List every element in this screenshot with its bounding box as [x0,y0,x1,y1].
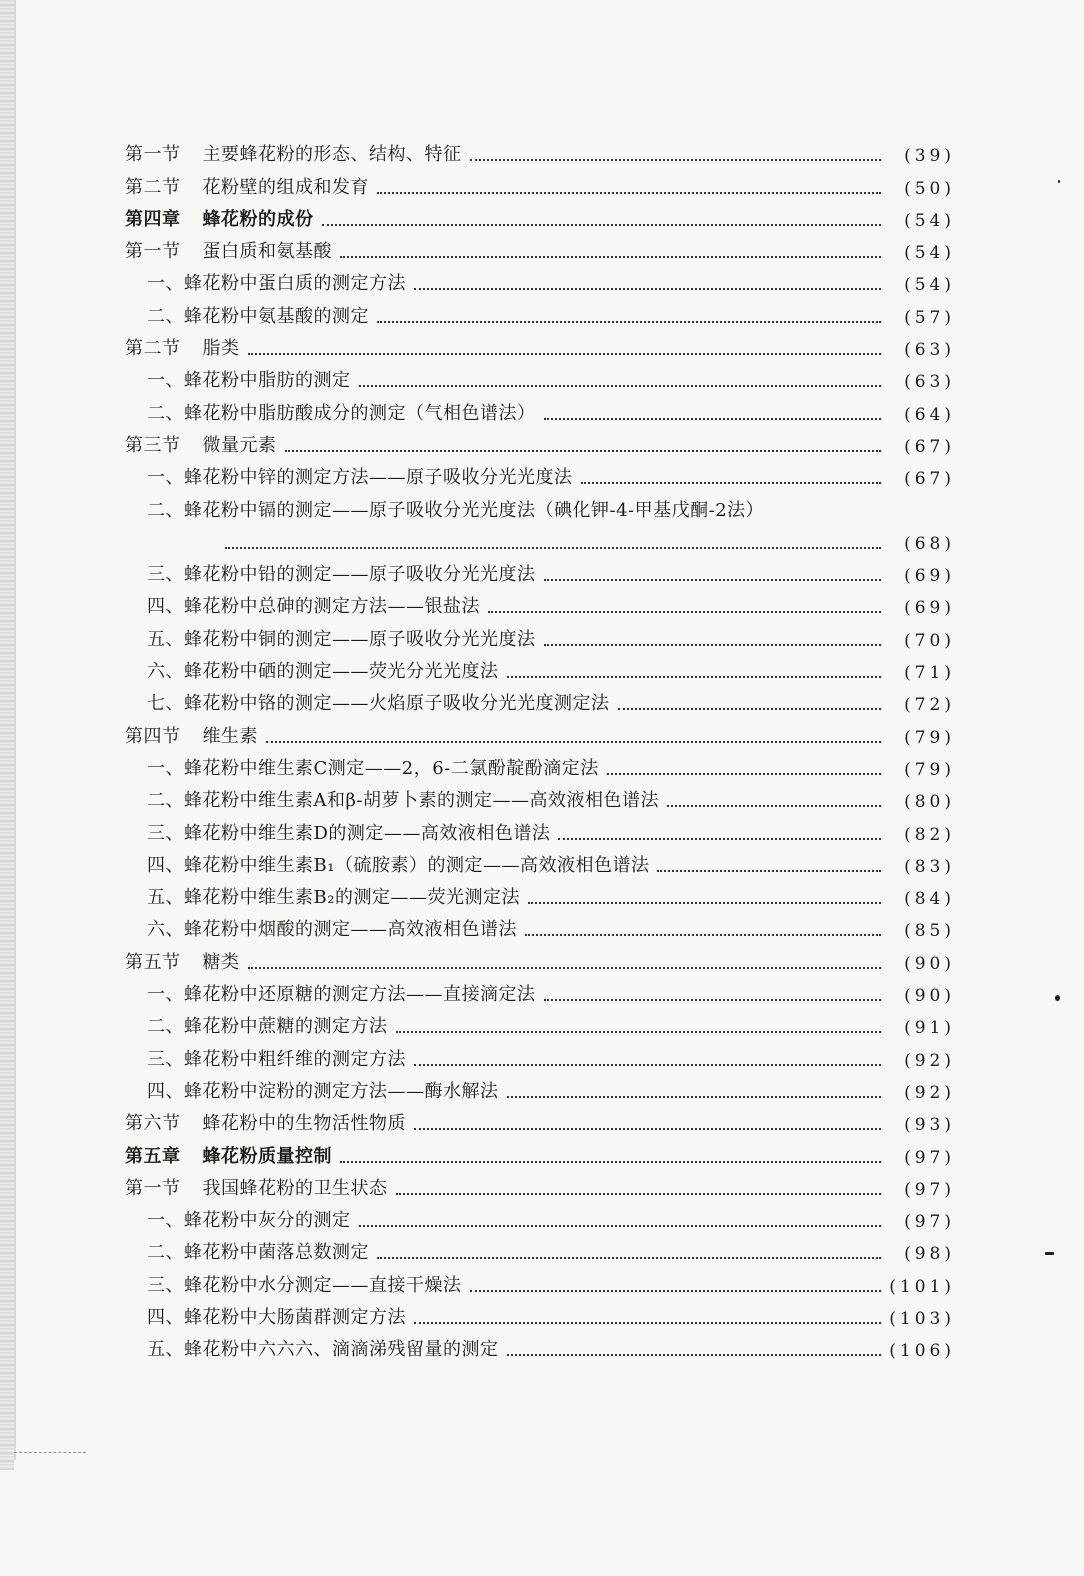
page-number: (97) [904,1147,955,1168]
dot-leader [507,1096,882,1098]
dot-leader [377,1257,881,1259]
page-number: (69) [904,598,955,619]
toc-entry-section [125,425,955,457]
table-of-contents [125,134,955,1361]
dot-leader [414,1064,881,1066]
section-number: 第四节 [125,725,181,747]
page-number: (68) [904,533,955,554]
toc-entry-item [125,457,955,489]
toc-entry-item [125,360,955,392]
toc-entry-item [125,1038,955,1070]
toc-entry-item [125,780,955,812]
page-number: (80) [904,792,955,813]
dot-leader [396,1031,882,1033]
toc-entry-item [125,263,955,295]
entry-title: 维生素 [202,725,258,747]
dot-leader [657,870,881,872]
entry-title: 花粉壁的组成和发育 [202,176,369,198]
entry-title: 三、蜂花粉中水分测定——直接干燥法 [147,1274,462,1296]
toc-entry-item [125,1264,955,1296]
dot-leader [248,967,882,969]
toc-entry-item-wrapped [125,489,955,521]
dot-leader [340,1161,881,1163]
toc-entry-item [125,1329,955,1361]
dot-leader [544,644,882,646]
page-number: (97) [904,1212,955,1233]
section-number: 第二节 [125,338,181,360]
entry-title: 糖类 [202,951,240,973]
page-number: (63) [904,372,955,393]
toc-entry-item [125,1200,955,1232]
toc-entry-item-continuation [125,522,955,554]
page-number: (50) [904,178,955,199]
entry-title: 二、蜂花粉中脂肪酸成分的测定（气相色谱法） [147,402,536,424]
entry-title: 一、蜂花粉中脂肪的测定 [147,370,351,392]
page-number: (57) [904,307,955,328]
page-number: (54) [904,210,955,231]
dot-leader [414,1128,881,1130]
dot-leader [618,708,882,710]
section-number: 第一节 [125,1177,181,1199]
page-number: (92) [904,1050,955,1071]
page-number: (70) [904,630,955,651]
dot-leader [544,999,882,1001]
toc-entry-item [125,554,955,586]
page-number: (79) [904,727,955,748]
scan-bottom-mark [14,1452,86,1454]
toc-entry-section [125,1103,955,1135]
entry-title: 我国蜂花粉的卫生状态 [202,1177,388,1199]
toc-entry-item [125,651,955,683]
page-number: (103) [889,1308,955,1329]
chapter-number: 第四章 [125,208,181,230]
section-number: 第二节 [125,176,181,198]
toc-entry-item [125,974,955,1006]
dot-leader [359,385,882,387]
entry-title: 蜂花粉质量控制 [202,1145,332,1167]
entry-title: 四、蜂花粉中大肠菌群测定方法 [147,1306,406,1328]
page-number: (82) [904,824,955,845]
dot-leader [488,611,881,613]
dot-leader [248,353,882,355]
scan-edge-line [14,0,16,1460]
toc-entry-item [125,1297,955,1329]
toc-entry-section [125,715,955,747]
dot-leader [470,1290,882,1292]
dot-leader [414,288,881,290]
toc-entry-section [125,134,955,166]
scan-speck [1058,180,1060,183]
toc-entry-chapter [125,1135,955,1167]
entry-title: 二、蜂花粉中维生素A和β-胡萝卜素的测定——高效液相色谱法 [147,790,659,812]
section-number: 第一节 [125,241,181,263]
entry-title: 一、蜂花粉中锌的测定方法——原子吸收分光光度法 [147,467,573,489]
entry-title: 二、蜂花粉中菌落总数测定 [147,1242,369,1264]
toc-entry-section [125,328,955,360]
page-number: (106) [889,1341,955,1362]
entry-title: 一、蜂花粉中灰分的测定 [147,1210,351,1232]
page-number: (91) [904,1018,955,1039]
toc-entry-item [125,845,955,877]
toc-entry-item [125,1006,955,1038]
entry-title: 六、蜂花粉中烟酸的测定——高效液相色谱法 [147,919,517,941]
entry-title: 四、蜂花粉中维生素B₁（硫胺素）的测定——高效液相色谱法 [147,854,650,876]
entry-title: 五、蜂花粉中铜的测定——原子吸收分光光度法 [147,628,536,650]
entry-title: 二、蜂花粉中氨基酸的测定 [147,305,369,327]
page-number: (90) [904,953,955,974]
toc-entry-section [125,166,955,198]
page-number: (84) [904,889,955,910]
entry-title: 蜂花粉的成份 [202,208,314,230]
section-number: 第一节 [125,144,181,166]
section-number: 第三节 [125,434,181,456]
entry-title: 一、蜂花粉中还原糖的测定方法——直接滴定法 [147,984,536,1006]
entry-title: 七、蜂花粉中铬的测定——火焰原子吸收分光光度测定法 [147,693,610,715]
dot-leader [507,676,882,678]
dot-leader [544,418,882,420]
page-number: (101) [889,1276,955,1297]
dot-leader [667,805,881,807]
entry-title: 主要蜂花粉的形态、结构、特征 [202,144,462,166]
page-number: (71) [904,663,955,684]
page-number: (39) [904,146,955,167]
toc-entry-item [125,392,955,424]
page-number: (83) [904,856,955,877]
entry-title: 二、蜂花粉中镉的测定——原子吸收分光光度法（碘化钾-4-甲基戊酮-2法） [147,499,765,521]
section-number: 第五节 [125,951,181,973]
page-number: (90) [904,986,955,1007]
dot-leader [528,902,881,904]
entry-title: 六、蜂花粉中硒的测定——荧光分光光度法 [147,661,499,683]
toc-entry-item [125,1232,955,1264]
chapter-number: 第五章 [125,1145,181,1167]
toc-entry-item [125,586,955,618]
toc-entry-item [125,909,955,941]
dot-leader [225,547,881,549]
toc-entry-chapter [125,199,955,231]
entry-title: 微量元素 [202,434,277,456]
dot-leader [470,159,882,161]
toc-entry-item [125,812,955,844]
page-number: (64) [904,404,955,425]
toc-entry-item [125,748,955,780]
page-number: (93) [904,1115,955,1136]
toc-entry-item [125,1071,955,1103]
entry-title: 一、蜂花粉中蛋白质的测定方法 [147,273,406,295]
entry-title: 三、蜂花粉中维生素D的测定——高效液相色谱法 [147,822,551,844]
dot-leader [285,450,882,452]
page-number: (92) [904,1082,955,1103]
dot-leader [266,741,881,743]
scan-left-edge [0,0,14,1470]
dot-leader [558,838,881,840]
entry-title: 五、蜂花粉中六六六、滴滴涕残留量的测定 [147,1339,499,1361]
dot-leader [581,482,882,484]
entry-title: 一、蜂花粉中维生素C测定——2，6-二氯酚靛酚滴定法 [147,757,599,779]
scan-speck [1045,1252,1054,1255]
entry-title: 五、蜂花粉中维生素B₂的测定——荧光测定法 [147,887,520,909]
dot-leader [607,773,881,775]
page-number: (72) [904,695,955,716]
page-number: (54) [904,243,955,264]
toc-entry-item [125,877,955,909]
page-number: (63) [904,340,955,361]
toc-entry-section [125,941,955,973]
dot-leader [322,224,882,226]
dot-leader [396,1193,882,1195]
dot-leader [414,1322,881,1324]
toc-entry-section [125,1168,955,1200]
dot-leader [377,192,881,194]
entry-title: 脂类 [202,338,240,360]
page-number: (67) [904,436,955,457]
entry-title: 三、蜂花粉中粗纤维的测定方法 [147,1048,406,1070]
page-number: (85) [904,921,955,942]
page-number: (97) [904,1179,955,1200]
dot-leader [340,256,881,258]
toc-entry-item [125,683,955,715]
entry-title: 二、蜂花粉中蔗糖的测定方法 [147,1016,388,1038]
dot-leader [359,1225,882,1227]
page-number: (69) [904,566,955,587]
toc-entry-section [125,231,955,263]
dot-leader [507,1354,882,1356]
entry-title: 三、蜂花粉中铅的测定——原子吸收分光光度法 [147,564,536,586]
page-number: (79) [904,759,955,780]
entry-title: 四、蜂花粉中淀粉的测定方法——酶水解法 [147,1080,499,1102]
page-number: (67) [904,469,955,490]
page-number: (98) [904,1244,955,1265]
entry-title: 四、蜂花粉中总砷的测定方法——银盐法 [147,596,480,618]
section-number: 第六节 [125,1113,181,1135]
dot-leader [525,934,881,936]
entry-title: 蜂花粉中的生物活性物质 [202,1113,406,1135]
dot-leader [377,321,881,323]
dot-leader [544,579,882,581]
scan-speck [1055,995,1060,1001]
toc-entry-item [125,618,955,650]
page-number: (54) [904,275,955,296]
toc-entry-item [125,295,955,327]
entry-title: 蛋白质和氨基酸 [202,241,332,263]
